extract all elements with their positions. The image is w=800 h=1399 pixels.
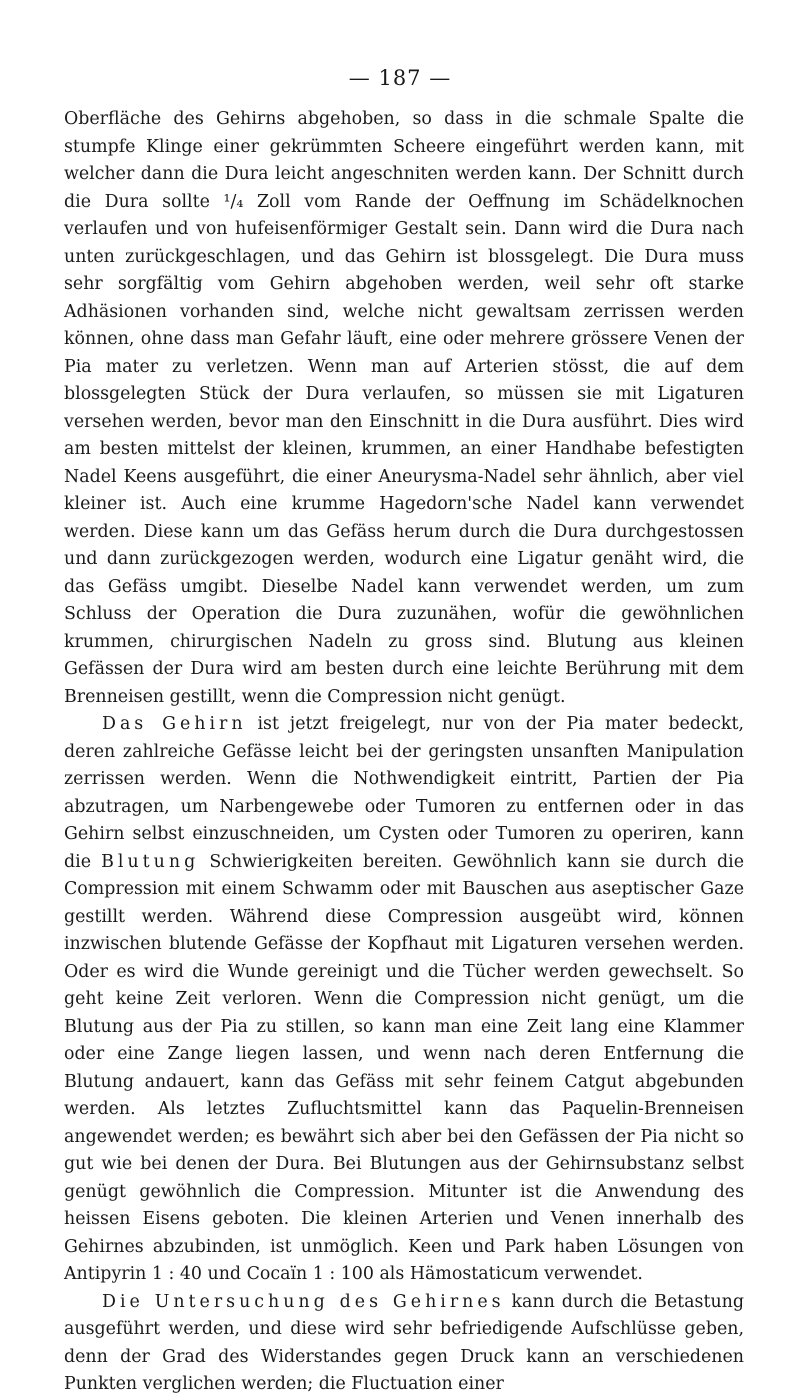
paragraph-2 (64, 711, 744, 1289)
paragraph-2-emphasis: Blutung (101, 851, 200, 872)
paragraph-2-lead: Das Gehirn (102, 714, 247, 734)
paragraph-3 (64, 1289, 744, 1399)
paragraph-3-text: kann durch die Betastung ausgeführt werden, und diese wird sehr befriedigende Aufschlüsse geben, denn der Grad des Widerstandes gegen Druck kann an verschiedenen Punkten verglichen werden; die Fluctuation einer (64, 1291, 744, 1394)
paragraph-2-text-a: ist jetzt freigelegt, nur von der Pia mater bedeckt, deren zahlreiche Gefässe leicht bei der geringsten unsanften Manipulation zerrissen werden. Wenn die Nothwendigkeit eintritt, Partien der Pia abzutragen, um Narbengewebe oder Tumoren zu entfernen oder in das Gehirn selbst einzuschneiden, um Cysten oder Tumoren zu operiren, kann die (64, 714, 744, 872)
body-text (64, 106, 744, 1399)
paragraph-3-lead: Die Untersuchung des Gehirnes (102, 1291, 505, 1312)
paragraph-1: Oberfläche des Gehirns abgehoben, so dass in die schmale Spalte die stumpfe Klinge einer gekrümmten Scheere eingeführt werden kann, mit welcher dann die Dura leicht angeschniten werden kann. Der Schnitt durch die Dura sollte ¹/₄ Zoll vom Rande der Oeffnung im Schädelknochen verlaufen und von hufeisenförmiger Gestalt sein. Dann wird die Dura nach unten zurückgeschlagen, und das Gehirn ist blossgelegt. Die Dura muss sehr sorgfältig vom Gehirn abgehoben werden, weil sehr oft starke Adhäsionen vorhanden sind, welche nicht gewaltsam zerrissen werden können, ohne dass man Gefahr läuft, eine oder mehrere grössere Venen der Pia mater zu verletzen. Wenn man auf Arterien stösst, die auf dem blossgelegten Stück der Dura verlaufen, so müssen sie mit Ligaturen versehen werden, bevor man den Einschnitt in die Dura ausführt. Dies wird am besten mittelst der kleinen, krummen, an einer Handhabe befestigten Nadel Keens ausgeführt, die einer Aneurysma-Nadel sehr ähnlich, aber viel kleiner ist. Auch eine krumme Hagedorn'sche Nadel kann verwendet werden. Diese kann um das Gefäss herum durch die Dura durchgestossen und dann zurückgezogen werden, wodurch eine Ligatur genäht wird, die das Gefäss umgibt. Dieselbe Nadel kann verwendet werden, um zum Schluss der Operation die Dura zuzunähen, wofür die gewöhnlichen krummen, chirurgischen Nadeln zu gross sind. Blutung aus kleinen Gefässen der Dura wird am besten durch eine leichte Berührung mit dem Brenneisen gestillt, wenn die Compression nicht genügt. (64, 109, 744, 707)
page-number: — 187 — (348, 66, 452, 90)
paragraph-2-text-b: Schwierigkeiten bereiten. Gewöhnlich kann sie durch die Compression mit einem Schwamm oder mit Bauschen aus aseptischer Gaze gestillt werden. Während diese Compression ausgeübt wird, können inzwischen blutende Gefässe der Kopfhaut mit Ligaturen versehen werden. Oder es wird die Wunde gereinigt und die Tücher werden gewechselt. So geht keine Zeit verloren. Wenn die Compression nicht genügt, um die Blutung aus der Pia zu stillen, so kann man eine Zeit lang eine Klammer oder eine Zange liegen lassen, und wenn nach deren Entfernung die Blutung andauert, kann das Gefäss mit sehr feinem Catgut abgebunden werden. Als letztes Zufluchtsmittel kann das Paquelin-Brenneisen angewendet werden; es bewährt sich aber bei den Gefässen der Pia nicht so gut wie bei denen der Dura. Bei Blutungen aus der Gehirnsubstanz selbst genügt gewöhnlich die Compression. Mitunter ist die Anwendung des heissen Eisens geboten. Die kleinen Arterien und Venen innerhalb des Gehirnes abzubinden, ist unmöglich. Keen und Park haben Lösungen von Antipyrin 1 : 40 und Cocaïn 1 : 100 als Hämostaticum verwendet. (64, 851, 744, 1284)
